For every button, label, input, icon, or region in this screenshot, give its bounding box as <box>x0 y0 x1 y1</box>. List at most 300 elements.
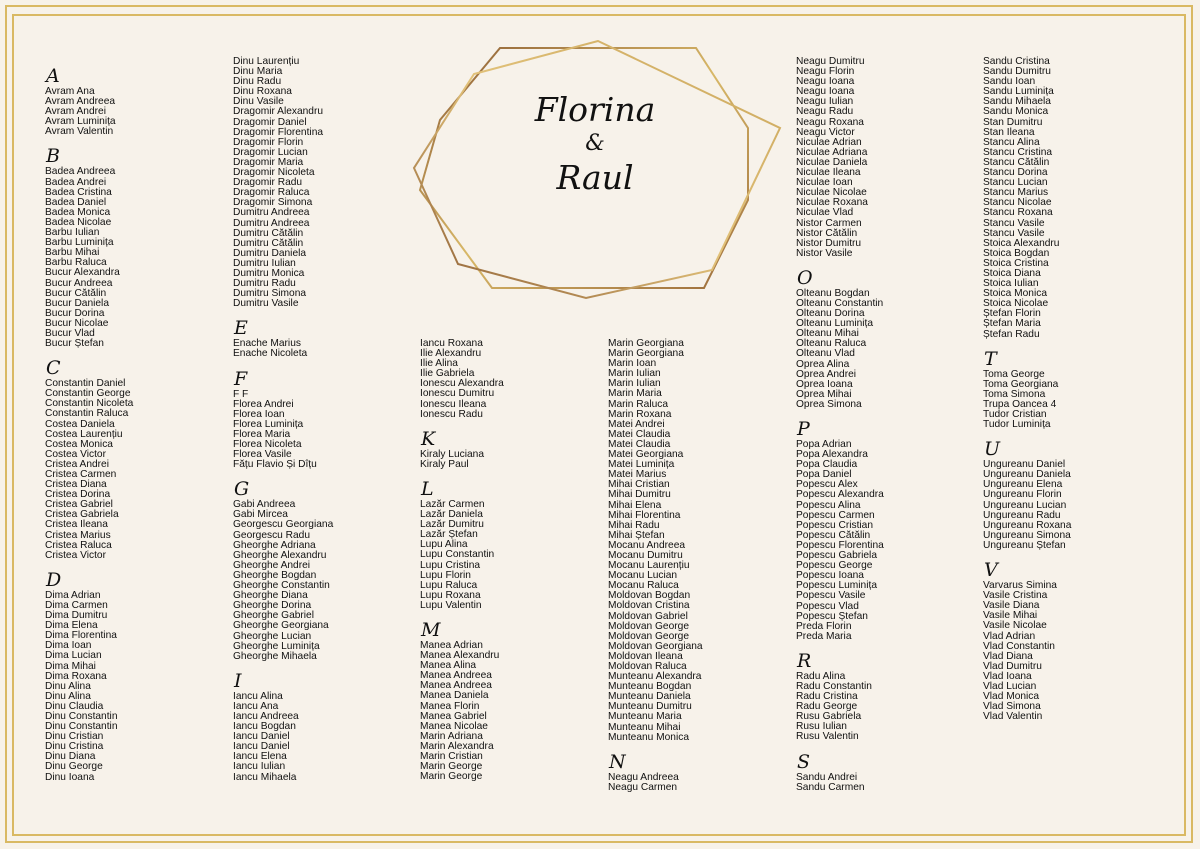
guest-name: Ungureanu Simona <box>983 529 1071 541</box>
guest-name: Popescu Gabriela <box>796 550 877 562</box>
guest-name: Iancu Alina <box>233 690 283 702</box>
guest-section <box>796 266 884 410</box>
guest-name: Gheorghe Bogdan <box>233 569 317 581</box>
section-letter: A <box>46 65 60 87</box>
guest-name: Mocanu Laurențiu <box>608 560 690 572</box>
guest-name: Stancu Lucian <box>983 177 1048 189</box>
guest-name: Marin Georgiana <box>608 338 684 349</box>
guest-name: Iancu Ana <box>233 700 279 712</box>
guest-name: Dinu Laurențiu <box>233 56 300 67</box>
guest-name: Sandu Luminița <box>983 86 1054 98</box>
section-letter: K <box>421 427 436 450</box>
section-spacer <box>233 360 333 370</box>
guest-section <box>796 649 884 743</box>
guest-name: Dragomir Simona <box>233 197 313 209</box>
guest-name: Dragomir Alexandru <box>233 106 324 118</box>
guest-name: Preda Florin <box>796 620 852 632</box>
section-letter: P <box>797 418 810 440</box>
guest-name: Vlad Lucian <box>983 680 1037 692</box>
guest-name: Sandu Mihaela <box>983 96 1051 108</box>
guest-name: Ungureanu Daniel <box>983 459 1066 471</box>
guest-name: Niculae Nicolae <box>796 187 867 199</box>
section-letter: L <box>421 477 434 500</box>
guest-name: Ionescu Radu <box>420 408 483 420</box>
guest-name: Vlad Ioana <box>983 670 1032 682</box>
guest-name: Stancu Marius <box>983 187 1049 199</box>
guest-name: Gheorghe Constantin <box>233 580 330 592</box>
guest-name: Cristea Gabriel <box>45 499 113 511</box>
guest-section <box>608 339 703 743</box>
guest-name: Dinu Maria <box>233 66 283 78</box>
guest-name: Tudor Luminița <box>983 419 1051 431</box>
guest-name: Popescu Luminița <box>796 580 877 592</box>
guest-name: Dima Lucian <box>45 650 102 662</box>
guest-name: Olteanu Bogdan <box>796 287 870 299</box>
guest-name: Neagu Ioana <box>796 76 855 88</box>
guest-section <box>983 440 1071 551</box>
guest-name: Dragomir Maria <box>233 156 304 168</box>
guest-name: Rusu Gabriela <box>796 711 862 723</box>
guest-name: Ionescu Dumitru <box>420 388 495 400</box>
guest-name: Popescu Ioana <box>796 570 864 582</box>
section-letter: O <box>797 266 813 289</box>
guest-name: Cristea Marius <box>45 529 111 541</box>
guest-name: Ionescu Ileana <box>420 398 487 410</box>
guest-name: Gheorghe Mihaela <box>233 650 317 662</box>
guest-name: Neagu Florin <box>796 66 855 78</box>
guest-name: Matei Marius <box>608 469 667 481</box>
guest-name: Munteanu Monica <box>608 731 689 743</box>
guest-name: Rusu Valentin <box>796 731 859 743</box>
guest-name: Ilie Alexandru <box>420 348 482 360</box>
guest-name: Sandu Cristina <box>983 56 1050 67</box>
guest-name: Constantin George <box>45 388 131 400</box>
guest-name: Badea Cristina <box>45 186 112 198</box>
guest-name: Dinu Cristina <box>45 741 104 753</box>
guest-section <box>420 427 504 470</box>
guest-name: Vasile Mihai <box>983 610 1038 622</box>
guest-name: Costea Victor <box>45 448 106 460</box>
guest-name: Munteanu Dumitru <box>608 701 692 713</box>
guest-name: Dima Elena <box>45 620 98 632</box>
guest-name: Barbu Luminița <box>45 237 114 249</box>
guest-name: Ungureanu Radu <box>983 509 1061 521</box>
guest-name: Popescu Alina <box>796 499 861 511</box>
guest-name: Matei Claudia <box>608 428 671 440</box>
guest-name: Olteanu Vlad <box>796 348 855 360</box>
guest-name: Trupa Oancea 4 <box>983 398 1057 410</box>
guest-name: Avram Andreea <box>45 96 116 108</box>
guest-section <box>983 561 1071 722</box>
guest-name: Marin Roxana <box>608 408 672 420</box>
guest-name: Gheorghe Alexandru <box>233 549 327 561</box>
guest-name: Florea Andrei <box>233 398 294 410</box>
guest-name: Georgescu Georgiana <box>233 519 334 531</box>
guest-column-6 <box>983 57 1071 722</box>
guest-name: Cristea Diana <box>45 479 107 491</box>
guest-name: Oprea Simona <box>796 398 862 410</box>
guest-column-5 <box>796 57 884 793</box>
guest-name: Dinu George <box>45 761 103 773</box>
guest-name: F F <box>233 388 249 400</box>
guest-name: Iancu Daniel <box>233 741 290 753</box>
guest-name: Dumitru Monica <box>233 267 305 279</box>
guest-name: Mocanu Raluca <box>608 580 679 592</box>
guest-name: Lupu Cristina <box>420 559 481 571</box>
guest-name: Dumitru Andreea <box>233 207 310 219</box>
guest-name: Dinu Radu <box>233 76 282 88</box>
guest-name: Nistor Carmen <box>796 217 862 229</box>
guest-name: Iancu Roxana <box>420 338 483 349</box>
guest-name: Dumitru Daniela <box>233 247 307 259</box>
guest-name: Munteanu Alexandra <box>608 671 702 683</box>
guest-name: Manea Gabriel <box>420 710 487 722</box>
guest-name: Constantin Raluca <box>45 408 129 420</box>
guest-name: Barbu Raluca <box>45 257 107 269</box>
guest-section <box>420 618 504 783</box>
guest-name: Marin Adriana <box>420 730 483 742</box>
guest-section <box>983 347 1071 431</box>
guest-name: Cristea Andrei <box>45 458 109 470</box>
guest-name: Dragomir Raluca <box>233 187 310 199</box>
guest-name: Sandu Monica <box>983 106 1049 118</box>
guest-section <box>796 420 884 642</box>
guest-name: Manea Alina <box>420 660 477 672</box>
guest-name: Niculae Ioan <box>796 177 853 189</box>
guest-name: Gabi Andreea <box>233 499 296 511</box>
guest-name: Olteanu Dorina <box>796 308 865 320</box>
guest-name: Moldovan Cristina <box>608 600 690 612</box>
guest-name: Marin Cristian <box>420 751 483 762</box>
guest-name: Dinu Ioana <box>45 771 95 783</box>
guest-name: Ungureanu Roxana <box>983 519 1072 531</box>
guest-name: Olteanu Constantin <box>796 297 884 309</box>
guest-name: Dima Dumitru <box>45 610 108 622</box>
guest-name: Bucur Alexandra <box>45 267 120 279</box>
guest-name: Dima Roxana <box>45 670 107 682</box>
guest-name: Manea Alexandru <box>420 650 500 662</box>
guest-name: Nistor Cătălin <box>796 227 858 239</box>
guest-name: Vlad Diana <box>983 650 1033 662</box>
section-letter: D <box>46 568 62 591</box>
guest-name: Vlad Dumitru <box>983 660 1042 672</box>
guest-name: Matei Claudia <box>608 438 671 450</box>
section-letter: I <box>234 669 242 692</box>
guest-name: Toma Simona <box>983 388 1046 400</box>
guest-name: Lupu Valentin <box>420 599 482 611</box>
guest-name: Oprea Alina <box>796 358 850 370</box>
guest-name: Avram Andrei <box>45 106 106 118</box>
guest-name: Munteanu Bogdan <box>608 681 692 693</box>
guest-name: Stancu Vasile <box>983 217 1045 229</box>
guest-name: Dragomir Daniel <box>233 116 307 128</box>
guest-name: Popa Alexandra <box>796 449 868 461</box>
guest-name: Toma George <box>983 368 1045 380</box>
guest-name: Popa Claudia <box>796 459 858 471</box>
guest-name: Stancu Roxana <box>983 207 1053 219</box>
guest-name: Ștefan Radu <box>983 328 1040 340</box>
guest-name: Badea Nicolae <box>45 216 112 228</box>
guest-section <box>45 67 133 137</box>
guest-section <box>796 750 884 793</box>
guest-name: Lupu Alina <box>420 539 468 551</box>
guest-name: Dima Florentina <box>45 630 117 642</box>
guest-name: Sandu Dumitru <box>983 66 1051 78</box>
guest-section <box>45 359 133 561</box>
guest-name: Dinu Roxana <box>233 86 292 98</box>
guest-name: Dima Ioan <box>45 640 92 652</box>
guest-name: Oprea Mihai <box>796 388 852 400</box>
guest-name: Stoica Cristina <box>983 257 1049 269</box>
guest-name: Avram Ana <box>45 86 95 97</box>
guest-name: Constantin Nicoleta <box>45 398 134 410</box>
guest-name: Gheorghe Diana <box>233 590 308 602</box>
groom-name: Raul <box>556 158 634 197</box>
guest-section <box>608 750 703 793</box>
guest-name: Dragomir Lucian <box>233 146 308 158</box>
guest-column-2 <box>233 57 333 783</box>
guest-name: Nistor Vasile <box>796 247 853 259</box>
guest-name: Ungureanu Lucian <box>983 499 1067 511</box>
guest-name: Barbu Mihai <box>45 247 100 259</box>
guest-name: Manea Nicolae <box>420 720 488 732</box>
guest-name: Florea Ioan <box>233 408 285 420</box>
guest-name: Niculae Vlad <box>796 207 854 219</box>
guest-name: Niculae Adriana <box>796 146 868 158</box>
guest-name: Florea Nicoleta <box>233 439 302 450</box>
guest-name: Dinu Vasile <box>233 96 284 108</box>
section-letter: B <box>46 145 60 168</box>
guest-name: Stoica Diana <box>983 267 1041 279</box>
guest-name: Enache Nicoleta <box>233 348 308 360</box>
guest-name: Gabi Mircea <box>233 509 288 521</box>
guest-name: Manea Andreea <box>420 670 492 682</box>
guest-name: Dragomir Florentina <box>233 126 324 138</box>
guest-name: Mocanu Dumitru <box>608 549 683 561</box>
guest-name: Ungureanu Ștefan <box>983 539 1066 551</box>
guest-name: Bucur Ștefan <box>45 338 104 350</box>
guest-section <box>420 477 504 611</box>
guest-name: Radu Cristina <box>796 691 858 703</box>
guest-name: Cristea Ileana <box>45 519 108 531</box>
guest-name: Mocanu Andreea <box>608 539 686 551</box>
guest-name: Popescu Alex <box>796 479 858 491</box>
guest-name: Neagu Victor <box>796 126 855 138</box>
guest-name: Mihai Ștefan <box>608 529 665 541</box>
guest-name: Popescu George <box>796 560 873 572</box>
guest-name: Dragomir Florin <box>233 136 304 148</box>
guest-name: Niculae Daniela <box>796 156 868 168</box>
guest-name: Toma Georgiana <box>983 378 1059 390</box>
guest-name: Popescu Ștefan <box>796 610 868 622</box>
guest-name: Tudor Cristian <box>983 409 1047 420</box>
guest-name: Cristea Dorina <box>45 489 111 501</box>
guest-name: Vlad Adrian <box>983 630 1036 642</box>
guest-name: Marin Raluca <box>608 398 669 410</box>
guest-name: Marin Alexandra <box>420 740 494 752</box>
guest-name: Stancu Vasile <box>983 227 1045 239</box>
bride-name: Florina <box>534 90 656 129</box>
section-letter: E <box>234 317 248 340</box>
guest-name: Marin Iulian <box>608 378 661 390</box>
guest-name: Bucur Daniela <box>45 297 109 309</box>
guest-name: Stancu Dorina <box>983 167 1048 179</box>
guest-name: Moldovan Gabriel <box>608 610 688 622</box>
section-letter: G <box>234 478 250 501</box>
section-letter: M <box>421 618 441 641</box>
guest-name: Mihai Elena <box>608 499 662 511</box>
guest-name: Georgescu Radu <box>233 529 311 541</box>
guest-name: Dumitru Andreea <box>233 217 310 229</box>
guest-name: Lupu Raluca <box>420 579 478 591</box>
guest-name: Dumitru Vasile <box>233 298 299 310</box>
guest-name: Iancu Mihaela <box>233 771 297 783</box>
guest-name: Munteanu Daniela <box>608 691 691 703</box>
guest-name: Popescu Florentina <box>796 539 884 551</box>
guest-name: Popescu Cristian <box>796 519 874 531</box>
guest-name: Vasile Nicolae <box>983 620 1047 632</box>
guest-section <box>796 57 884 259</box>
guest-name: Florea Luminița <box>233 418 304 430</box>
guest-name: Popa Daniel <box>796 469 852 481</box>
guest-name: Oprea Ioana <box>796 378 853 390</box>
couple-names <box>490 90 700 198</box>
guest-name: Dima Mihai <box>45 660 96 672</box>
guest-name: Ilie Gabriela <box>420 368 475 380</box>
guest-name: Popescu Vlad <box>796 600 859 612</box>
guest-name: Badea Andrei <box>45 176 107 188</box>
guest-name: Enache Marius <box>233 338 301 350</box>
guest-name: Gheorghe Dorina <box>233 600 312 612</box>
guest-name: Radu George <box>796 701 858 713</box>
guest-name: Neagu Carmen <box>608 781 678 793</box>
guest-name: Lupu Florin <box>420 569 471 581</box>
guest-name: Manea Adrian <box>420 639 483 651</box>
guest-name: Avram Luminița <box>45 116 116 128</box>
guest-name: Sandu Carmen <box>796 781 865 793</box>
guest-name: Munteanu Maria <box>608 711 682 723</box>
guest-name: Radu Alina <box>796 670 846 682</box>
guest-name: Vlad Valentin <box>983 711 1043 723</box>
guest-name: Ștefan Florin <box>983 308 1041 320</box>
guest-name: Manea Andreea <box>420 680 492 692</box>
guest-name: Kiraly Paul <box>420 458 469 470</box>
guest-name: Olteanu Raluca <box>796 338 867 350</box>
guest-name: Iancu Andreea <box>233 710 299 722</box>
guest-name: Cristea Carmen <box>45 469 117 480</box>
guest-name: Dima Carmen <box>45 599 108 611</box>
guest-name: Popescu Carmen <box>796 509 875 521</box>
section-letter: F <box>234 367 248 390</box>
guest-name: Stancu Cristina <box>983 146 1053 158</box>
guest-name: Rusu Iulian <box>796 721 847 733</box>
guest-name: Olteanu Luminița <box>796 318 874 330</box>
guest-name: Mocanu Lucian <box>608 570 678 582</box>
guest-name: Costea Daniela <box>45 418 115 430</box>
guest-name: Bucur Nicolae <box>45 317 109 329</box>
guest-name: Ungureanu Elena <box>983 479 1063 491</box>
guest-name: Manea Daniela <box>420 690 489 702</box>
guest-name: Dumitru Iulian <box>233 257 296 269</box>
guest-name: Stoica Monica <box>983 288 1047 300</box>
guest-name: Vlad Monica <box>983 691 1040 703</box>
guest-name: Stancu Cătălin <box>983 156 1050 168</box>
guest-name: Gheorghe Adriana <box>233 539 316 551</box>
guest-name: Neagu Ioana <box>796 86 855 98</box>
guest-section <box>233 57 333 309</box>
guest-name: Neagu Iulian <box>796 96 854 108</box>
guest-name: Preda Maria <box>796 630 852 642</box>
guest-name: Florea Vasile <box>233 449 292 461</box>
guest-name: Moldovan Georgiana <box>608 640 703 652</box>
guest-name: Moldovan Raluca <box>608 661 687 672</box>
guest-name: Popescu Cătălin <box>796 529 871 541</box>
guest-section <box>420 339 504 420</box>
guest-name: Constantin Daniel <box>45 378 126 390</box>
guest-name: Dinu Claudia <box>45 700 104 712</box>
guest-name: Stancu Alina <box>983 136 1040 148</box>
guest-name: Lupu Constantin <box>420 549 495 561</box>
section-letter: U <box>984 438 1001 461</box>
guest-name: Costea Laurențiu <box>45 428 123 440</box>
guest-name: Oprea Andrei <box>796 368 857 380</box>
guest-name: Stoica Alexandru <box>983 237 1060 249</box>
guest-name: Dumitru Radu <box>233 278 296 290</box>
section-letter: R <box>797 649 812 672</box>
guest-name: Niculae Ileana <box>796 167 861 179</box>
guest-name: Gheorghe Lucian <box>233 630 312 642</box>
guest-name: Sandu Ioan <box>983 76 1036 88</box>
guest-name: Vlad Constantin <box>983 640 1055 652</box>
guest-name: Gheorghe Andrei <box>233 559 311 571</box>
guest-name: Gheorghe Luminița <box>233 640 320 652</box>
guest-name: Dima Adrian <box>45 589 101 601</box>
guest-name: Stoica Iulian <box>983 278 1039 290</box>
guest-name: Stancu Nicolae <box>983 197 1052 209</box>
guest-name: Dinu Constantin <box>45 710 118 722</box>
guest-name: Manea Florin <box>420 700 480 712</box>
guest-name: Neagu Dumitru <box>796 56 865 67</box>
guest-name: Olteanu Mihai <box>796 328 859 340</box>
section-spacer <box>233 309 333 319</box>
guest-section <box>233 319 333 359</box>
guest-name: Bucur Cătălin <box>45 287 107 299</box>
guest-name: Costea Monica <box>45 438 113 450</box>
section-letter: T <box>984 347 997 370</box>
guest-name: Iancu Iulian <box>233 761 286 773</box>
guest-name: Marin Maria <box>608 388 662 400</box>
ampersand: & <box>585 131 605 156</box>
guest-name: Munteanu Mihai <box>608 721 681 733</box>
guest-name: Matei Luminița <box>608 459 675 471</box>
guest-name: Niculae Adrian <box>796 136 862 148</box>
guest-name: Matei Georgiana <box>608 449 684 461</box>
guest-name: Marin George <box>420 771 483 783</box>
guest-name: Dumitru Cătălin <box>233 237 304 249</box>
guest-name: Dinu Constantin <box>45 721 118 733</box>
guest-section <box>233 480 333 662</box>
guest-name: Niculae Roxana <box>796 197 868 209</box>
guest-section <box>233 367 333 471</box>
guest-name: Cristea Victor <box>45 549 106 561</box>
guest-name: Ionescu Alexandra <box>420 378 504 390</box>
guest-name: Mihai Radu <box>608 519 660 531</box>
guest-column-4 <box>608 339 703 793</box>
guest-name: Lazăr Dumitru <box>420 519 484 531</box>
guest-name: Lazăr Daniela <box>420 509 483 521</box>
guest-name: Badea Andreea <box>45 166 116 178</box>
guest-name: Iancu Elena <box>233 751 287 763</box>
